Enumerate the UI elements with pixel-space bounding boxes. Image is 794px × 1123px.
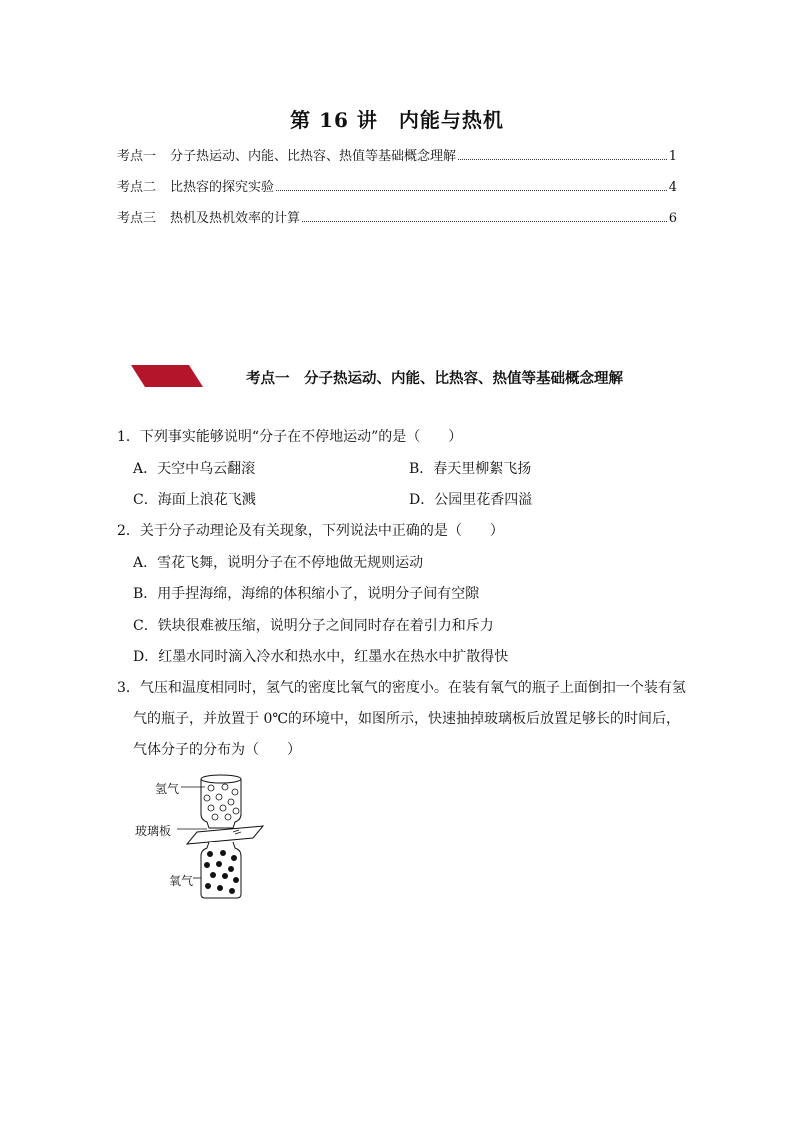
section-banner-shape bbox=[131, 365, 203, 387]
toc-entry-text: 热机及热机效率的计算 bbox=[170, 211, 301, 226]
question-3-stem-line-3: 气体分子的分布为（ ） bbox=[133, 742, 301, 758]
section-heading: 考点一 分子热运动、内能、比热容、热值等基础概念理解 bbox=[246, 370, 623, 387]
bottles-diagram bbox=[135, 770, 285, 905]
toc-entry-text: 比热容的探究实验 bbox=[170, 180, 275, 195]
question-1-option-c[interactable]: C．海面上浪花飞溅 bbox=[133, 492, 256, 508]
question-2-option-a[interactable]: A．雪花飞舞，说明分子在不停地做无规则运动 bbox=[133, 555, 424, 571]
hydrogen-label: 氢气 bbox=[155, 782, 180, 796]
toc-leader-dots bbox=[276, 189, 667, 191]
toc-leader-dots bbox=[302, 220, 667, 222]
toc-entry-3[interactable] bbox=[117, 208, 677, 226]
page-title: 第 16 讲 内能与热机 bbox=[290, 108, 504, 132]
toc-entry-page: 6 bbox=[668, 211, 677, 226]
question-3-stem-line-1: 3．气压和温度相同时，氢气的密度比氧气的密度小。在装有氧气的瓶子上面倒扣一个装有氢 bbox=[117, 680, 686, 696]
question-3-stem-line-2: 气的瓶子，并放置于 0℃的环境中，如图所示，快速抽掉玻璃板后放置足够长的时间后， bbox=[133, 711, 681, 727]
toc-leader-dots bbox=[458, 158, 667, 160]
toc-entry-number: 考点三 bbox=[117, 211, 157, 226]
hydrogen-molecules bbox=[204, 784, 239, 820]
toc-entry-2[interactable] bbox=[117, 177, 677, 195]
toc-entry-page: 4 bbox=[668, 180, 677, 195]
question-1-option-b[interactable]: B．春天里柳絮飞扬 bbox=[409, 461, 532, 477]
question-2-stem: 2．关于分子动理论及有关现象，下列说法中正确的是（ ） bbox=[117, 523, 504, 539]
oxygen-label: 氧气 bbox=[169, 874, 194, 888]
gas-bottles-figure bbox=[135, 770, 285, 905]
toc-entry-1[interactable] bbox=[117, 146, 677, 164]
toc-entry-page: 1 bbox=[668, 149, 677, 164]
toc-entry-number: 考点一 bbox=[117, 149, 157, 164]
question-1-option-d[interactable]: D．公园里花香四溢 bbox=[409, 492, 533, 508]
question-1-stem: 1．下列事实能够说明“分子在不停地运动”的是（ ） bbox=[117, 429, 463, 445]
question-2-option-c[interactable]: C．铁块很难被压缩，说明分子之间同时存在着引力和斥力 bbox=[133, 618, 494, 634]
question-2-option-d[interactable]: D．红墨水同时滴入冷水和热水中，红墨水在热水中扩散得快 bbox=[133, 649, 509, 665]
toc-entry-text: 分子热运动、内能、比热容、热值等基础概念理解 bbox=[170, 149, 457, 164]
question-1-option-a[interactable]: A．天空中乌云翻滚 bbox=[133, 461, 256, 477]
question-2-option-b[interactable]: B．用手捏海绵，海绵的体积缩小了，说明分子间有空隙 bbox=[133, 586, 480, 602]
toc-entry-number: 考点二 bbox=[117, 180, 157, 195]
glass-plate-label: 玻璃板 bbox=[135, 824, 172, 838]
